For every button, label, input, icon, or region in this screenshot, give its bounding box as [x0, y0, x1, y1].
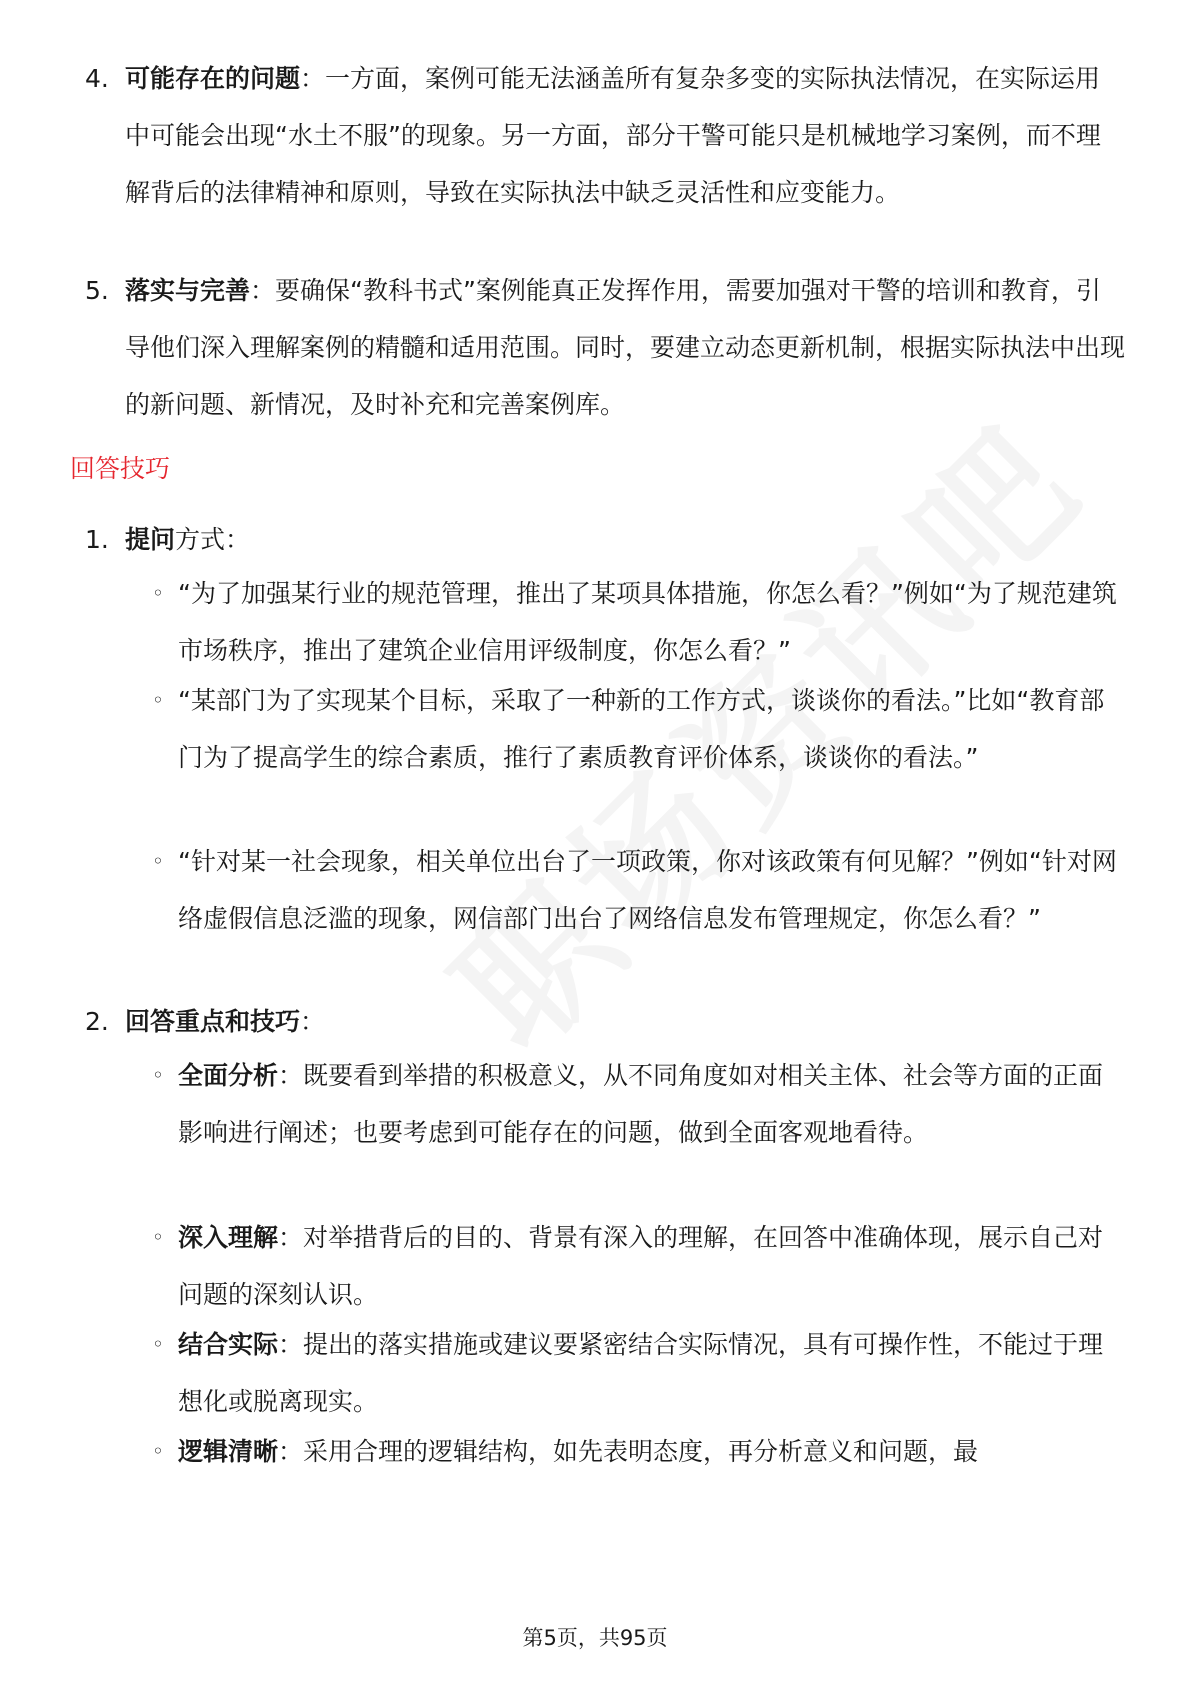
sub-item: [152, 833, 1127, 947]
bullet-icon: ◦: [152, 1225, 164, 1249]
list-number: 5.: [85, 276, 109, 305]
sub-item-text: “针对某一社会现象，相关单位出台了一项政策，你对该政策有何见解？”例如“针对网络虚假信息泛滥的现象，网信部门出台了网络信息发布管理规定，你怎么看？”: [178, 847, 1117, 933]
list-number: 1.: [85, 525, 109, 554]
bullet-icon: ◦: [152, 1332, 164, 1356]
bullet-icon: ◦: [152, 1063, 164, 1087]
bullet-icon: ◦: [152, 849, 164, 873]
list-item-5: [85, 262, 1125, 433]
sub-item-label: 结合实际: [178, 1330, 279, 1359]
sub-item: [152, 565, 1127, 679]
page-footer: 第5页，共95页: [522, 1626, 668, 1650]
item-label-bold: 回答重点和技巧: [125, 1007, 301, 1036]
list-item-text: 要确保“教科书式”案例能真正发挥作用，需要加强对干警的培训和教育，引导他们深入理解案例的精髓和适用范围。同时，要建立动态更新机制，根据实际执法中出现的新问题、新情况，及时补充和完善案例库。: [125, 276, 1126, 419]
sub-item: [152, 672, 1127, 786]
sub-item-label: 逻辑清晰: [178, 1437, 279, 1466]
sub-item-text: ：提出的落实措施或建议要紧密结合实际情况，具有可操作性，不能过于理想化或脱离现实。: [178, 1330, 1104, 1416]
item-label-rest: ：: [300, 1007, 326, 1036]
sub-item-text: “为了加强某行业的规范管理，推出了某项具体措施，你怎么看？”例如“为了规范建筑市场秩序，推出了建筑企业信用评级制度，你怎么看？”: [178, 579, 1117, 665]
list-number: 2.: [85, 1007, 109, 1036]
sub-item-text: ：对举措背后的目的、背景有深入的理解，在回答中准确体现，展示自己对问题的深刻认识。: [178, 1223, 1104, 1309]
list-item-label: 可能存在的问题: [125, 64, 301, 93]
sub-item: [152, 1047, 1127, 1161]
sub-item-text: ：既要看到举措的积极意义，从不同角度如对相关主体、社会等方面的正面影响进行阐述；也要考虑到可能存在的问题，做到全面客观地看待。: [178, 1061, 1104, 1147]
list-number: 4.: [85, 64, 109, 93]
bullet-icon: ◦: [152, 581, 164, 605]
sub-item: [152, 1423, 1127, 1480]
sub-item-label: 深入理解: [178, 1223, 279, 1252]
section-item-2: [85, 993, 1125, 1050]
section-item-1: [85, 511, 1125, 568]
label-separator: ：: [300, 64, 326, 93]
list-item-label: 落实与完善: [125, 276, 251, 305]
list-item-text: 一方面，案例可能无法涵盖所有复杂多变的实际执法情况，在实际运用中可能会出现“水土不服”的现象。另一方面，部分干警可能只是机械地学习案例，而不理解背后的法律精神和原则，导致在实际执法中缺乏灵活性和应变能力。: [125, 64, 1101, 207]
sub-item-label: 全面分析: [178, 1061, 279, 1090]
item-label-bold: 提问: [125, 525, 176, 554]
bullet-icon: ◦: [152, 688, 164, 712]
bullet-icon: ◦: [152, 1439, 164, 1463]
list-item-4: [85, 50, 1125, 221]
section-title: 回答技巧: [70, 454, 171, 483]
sub-item-text: ：采用合理的逻辑结构，如先表明态度，再分析意义和问题，最: [278, 1437, 979, 1466]
sub-item: [152, 1316, 1127, 1430]
sub-item: [152, 1209, 1127, 1323]
item-label-rest: 方式：: [175, 525, 251, 554]
label-separator: ：: [250, 276, 276, 305]
sub-item-text: “某部门为了实现某个目标，采取了一种新的工作方式，谈谈你的看法。”比如“教育部门为了提高学生的综合素质，推行了素质教育评价体系，谈谈你的看法。”: [178, 686, 1105, 772]
